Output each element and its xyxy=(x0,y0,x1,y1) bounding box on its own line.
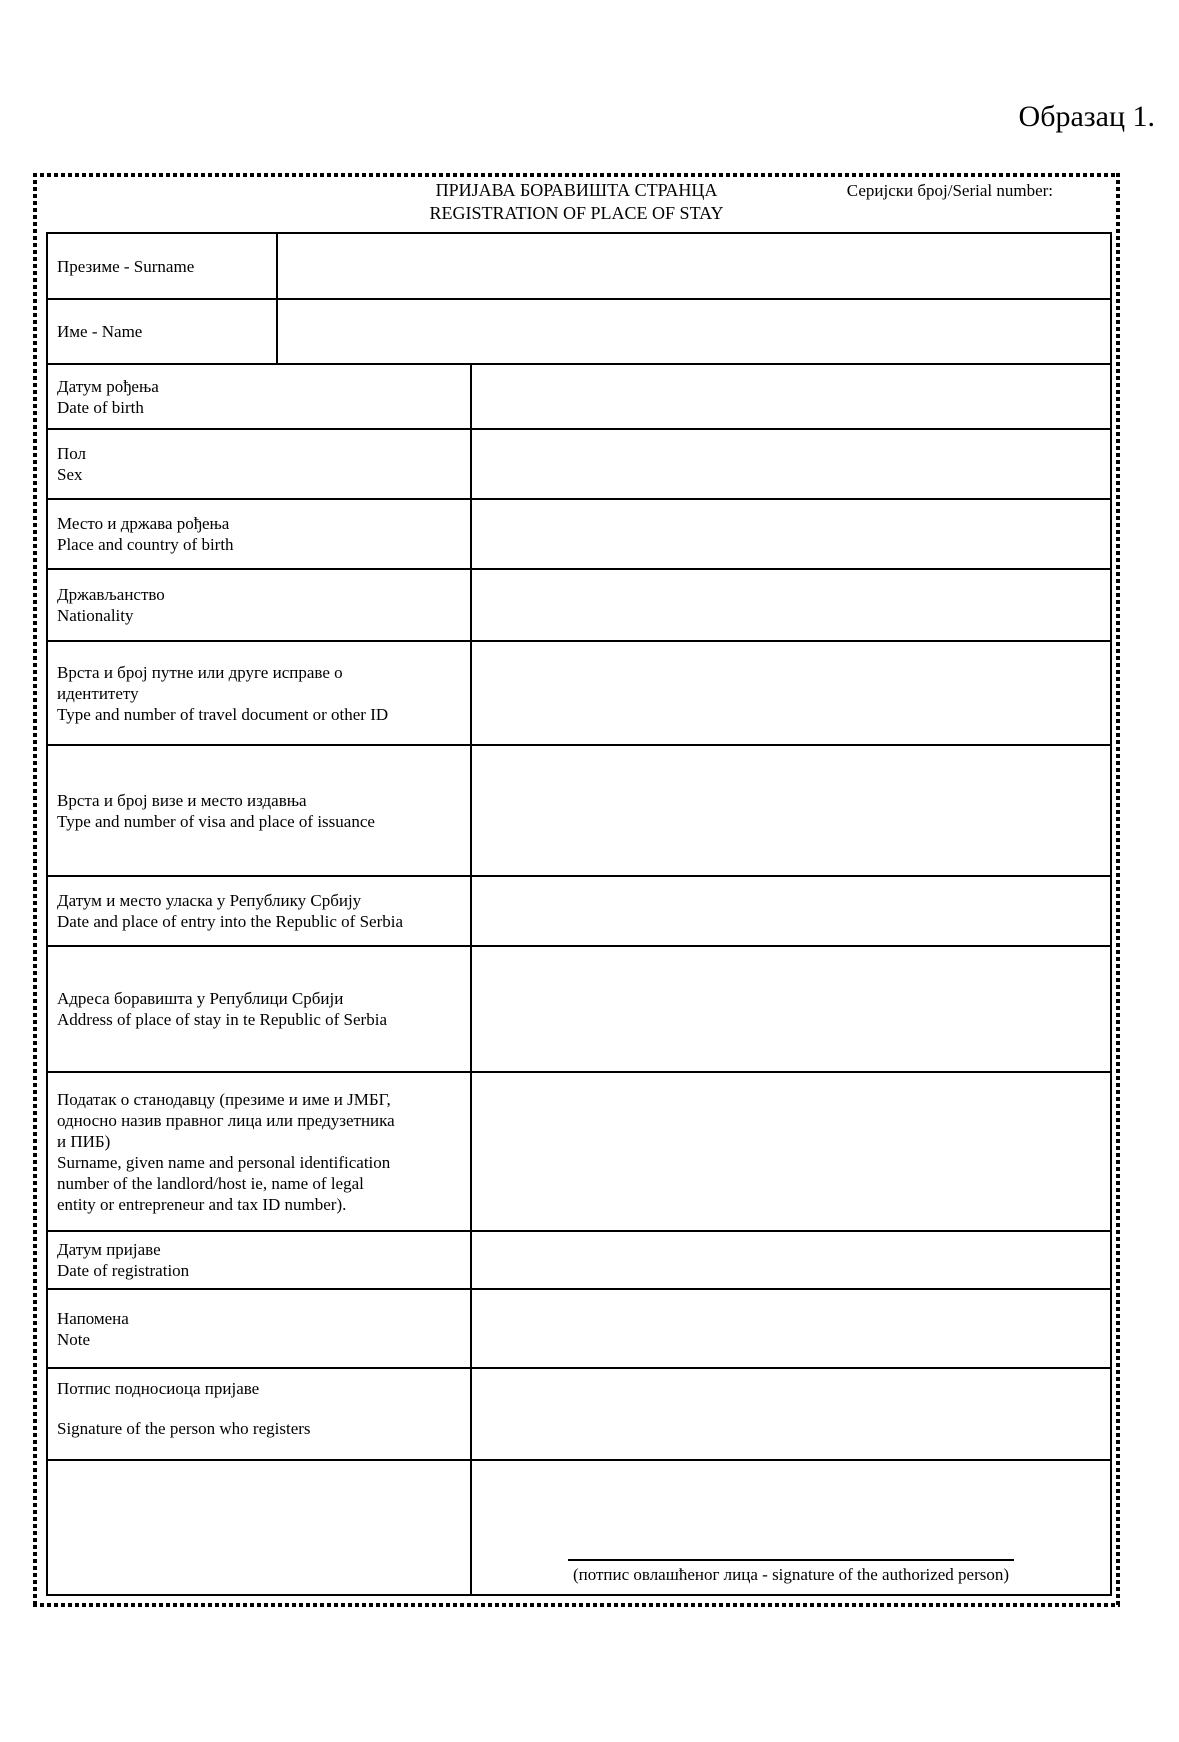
row-date-of-registration xyxy=(47,1231,1111,1289)
label-line: Signature of the person who registers xyxy=(57,1419,311,1438)
label-line: Име - Name xyxy=(57,322,143,341)
label-line: number of the landlord/host ie, name of legal xyxy=(57,1173,364,1193)
row-surname-label xyxy=(47,233,277,299)
row-note-input-area[interactable] xyxy=(471,1289,1111,1368)
label-line: Потпис подносиоца пријаве xyxy=(57,1379,260,1398)
label-line: Презиме - Surname xyxy=(57,256,195,276)
row-visa-input-area[interactable] xyxy=(471,745,1111,876)
row-surname-input-area[interactable] xyxy=(277,233,1111,299)
dotted-border-bottom xyxy=(33,1603,1120,1607)
row-entry-input-area[interactable] xyxy=(471,876,1111,946)
name-table xyxy=(46,232,1112,365)
row-applicant-signature-label xyxy=(47,1368,471,1460)
label-line: Врста и број путне или друге исправе о xyxy=(57,662,343,682)
signature-line xyxy=(568,1559,1014,1561)
signature-caption: (потпис овлашћеног лица - signature of the authorized person) xyxy=(572,1565,1010,1584)
row-sex-input-area[interactable] xyxy=(471,429,1111,499)
label-line: Date of birth xyxy=(57,397,144,417)
row-nationality xyxy=(47,569,1111,641)
label-line: Држављанство xyxy=(57,585,165,604)
label-line: Напомена xyxy=(57,1308,129,1328)
row-travel-document-label xyxy=(47,641,471,745)
row-place-of-birth-input-area[interactable] xyxy=(471,499,1111,569)
label-line: Type and number of visa and place of issuance xyxy=(57,811,375,831)
row-landlord-input-area[interactable] xyxy=(471,1072,1111,1231)
label-line: идентитету xyxy=(57,683,139,703)
row-date-of-birth-label xyxy=(47,364,471,429)
label-line: Sex xyxy=(57,465,83,484)
label-line: Место и држава рођења xyxy=(57,514,230,533)
label-line: Датум рођења xyxy=(57,376,159,396)
row-date-of-birth-input-area[interactable] xyxy=(471,364,1111,429)
dotted-border-top xyxy=(33,173,1120,177)
row-entry xyxy=(47,876,1111,946)
row-authorized-signature-area[interactable] xyxy=(471,1460,1111,1595)
row-address-of-stay-input-area[interactable] xyxy=(471,946,1111,1072)
label-line: Date of registration xyxy=(57,1261,190,1280)
row-applicant-signature-input-area[interactable] xyxy=(471,1368,1111,1460)
row-date-of-registration-label xyxy=(47,1231,471,1289)
label-line-gap xyxy=(57,1399,464,1418)
label-line: Address of place of stay in te Republic of Serbia xyxy=(57,1010,387,1029)
form-title-serbian: ПРИЈАВА БОРАВИШТА СТРАНЦА xyxy=(435,180,718,200)
row-landlord xyxy=(47,1072,1111,1231)
serial-number-label: Серијски број/Serial number: xyxy=(846,181,1053,200)
row-sex xyxy=(47,429,1111,499)
label-line: односно назив правног лица или предузетника xyxy=(57,1110,395,1130)
row-date-of-birth xyxy=(47,364,1111,429)
row-travel-document xyxy=(47,641,1111,745)
label-line: Date and place of entry into the Republic of Serbia xyxy=(57,912,404,931)
row-note-label xyxy=(47,1289,471,1368)
row-name-input-area[interactable] xyxy=(277,299,1111,364)
row-name-label xyxy=(47,299,277,364)
dotted-border-left xyxy=(33,173,37,1607)
row-place-of-birth-label xyxy=(47,499,471,569)
row-sex-label xyxy=(47,429,471,499)
label-line: Датум и место уласка у Републику Србију xyxy=(57,891,362,910)
row-address-of-stay xyxy=(47,946,1111,1072)
row-travel-document-input-area[interactable] xyxy=(471,641,1111,745)
row-visa xyxy=(47,745,1111,876)
registration-form-table xyxy=(46,232,1112,1596)
row-landlord-label xyxy=(47,1072,471,1231)
row-authorized-signature-empty-cell xyxy=(47,1460,471,1595)
row-authorized-signature xyxy=(47,1460,1111,1595)
row-address-of-stay-label xyxy=(47,946,471,1072)
label-line: Place and country of birth xyxy=(57,535,234,554)
label-line: Врста и број визе и место издавња xyxy=(57,790,307,810)
label-line: и ПИБ) xyxy=(57,1131,111,1151)
form-dotted-border xyxy=(33,173,1120,1607)
row-nationality-input-area[interactable] xyxy=(471,569,1111,641)
label-line: Пол xyxy=(57,444,87,463)
row-entry-label xyxy=(47,876,471,946)
row-date-of-registration-input-area[interactable] xyxy=(471,1231,1111,1289)
row-applicant-signature xyxy=(47,1368,1111,1460)
dotted-border-right xyxy=(1116,173,1120,1607)
label-line: entity or entrepreneur and tax ID number). xyxy=(57,1194,347,1214)
row-place-of-birth xyxy=(47,499,1111,569)
label-line: Surname, given name and personal identification xyxy=(57,1152,391,1172)
label-line: Адреса боравишта у Републици Србији xyxy=(57,989,344,1008)
row-nationality-label xyxy=(47,569,471,641)
form-title-english: REGISTRATION OF PLACE OF STAY xyxy=(429,203,724,223)
label-line: Note xyxy=(57,1329,91,1349)
row-note xyxy=(47,1289,1111,1368)
form-number-label: Образац 1. xyxy=(1018,100,1155,133)
details-table xyxy=(46,363,1112,1596)
label-line: Податак о станодавцу (презиме и име и ЈМБГ, xyxy=(57,1089,391,1109)
row-visa-label xyxy=(47,745,471,876)
row-name xyxy=(47,299,1111,364)
label-line: Датум пријаве xyxy=(57,1240,161,1259)
row-surname xyxy=(47,233,1111,299)
label-line: Type and number of travel document or other ID xyxy=(57,704,389,724)
label-line: Nationality xyxy=(57,606,134,625)
